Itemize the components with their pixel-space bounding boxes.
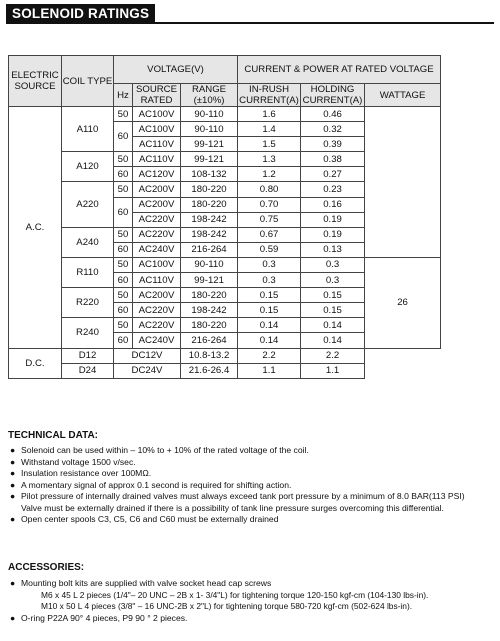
source-ac: A.C. xyxy=(9,107,62,349)
source-rated-cell: AC110V xyxy=(133,152,181,167)
source-rated-cell: AC220V xyxy=(133,227,181,242)
header-voltage: VOLTAGE(V) xyxy=(114,56,238,84)
list-item: ● Withstand voltage 1500 v/sec. xyxy=(10,456,136,467)
source-rated-cell: AC100V xyxy=(133,107,181,122)
bullet-icon: ● xyxy=(10,479,16,490)
page-title: SOLENOID RATINGS xyxy=(6,4,155,22)
range-cell: 99-121 xyxy=(181,137,238,152)
inrush-cell: 0.14 xyxy=(238,318,301,333)
coil-type: A220 xyxy=(62,182,114,227)
holding-cell: 0.19 xyxy=(301,212,365,227)
solenoid-ratings-table xyxy=(8,55,441,379)
hz-cell: 50 xyxy=(114,318,133,333)
coil-type: R220 xyxy=(62,288,114,318)
technical-data-title: TECHNICAL DATA: xyxy=(8,430,98,441)
source-rated-cell: AC110V xyxy=(133,273,181,288)
inrush-cell: 0.3 xyxy=(238,273,301,288)
coil-type: A110 xyxy=(62,107,114,152)
inrush-cell: 0.14 xyxy=(238,333,301,348)
range-cell: 21.6-26.4 xyxy=(181,363,238,378)
coil-type: R240 xyxy=(62,318,114,348)
range-cell: 216-264 xyxy=(181,242,238,257)
hz-cell: 60 xyxy=(114,273,133,288)
holding-cell: 1.1 xyxy=(301,363,365,378)
range-cell: 198-242 xyxy=(181,227,238,242)
bullet-icon: ● xyxy=(10,612,16,623)
range-cell: 216-264 xyxy=(181,333,238,348)
range-cell: 180-220 xyxy=(181,182,238,197)
inrush-cell: 0.70 xyxy=(238,197,301,212)
range-cell: 90-110 xyxy=(181,107,238,122)
bullet-icon: ● xyxy=(10,491,16,501)
source-rated-cell: AC220V xyxy=(133,212,181,227)
list-item: ● Solenoid can be used within – 10% to + 10% of the rated voltage of the coil. xyxy=(10,445,309,455)
range-cell: 90-110 xyxy=(181,257,238,272)
inrush-cell: 0.75 xyxy=(238,212,301,227)
title-underline xyxy=(6,22,494,24)
holding-cell: 2.2 xyxy=(301,348,365,363)
source-rated-cell: AC100V xyxy=(133,122,181,137)
source-rated-cell: AC220V xyxy=(133,303,181,318)
header-current-power: CURRENT & POWER AT RATED VOLTAGE xyxy=(238,56,441,84)
holding-cell: 0.19 xyxy=(301,227,365,242)
inrush-cell: 1.2 xyxy=(238,167,301,182)
range-cell: 108-132 xyxy=(181,167,238,182)
holding-cell: 0.13 xyxy=(301,242,365,257)
header-source-rated: SOURCE RATED xyxy=(133,84,181,107)
list-item: ● Insulation resistance over 100MΩ. xyxy=(10,468,152,478)
list-item: ● Mounting bolt kits are supplied with valve socket head cap screws M6 x 45 L 2 pieces (1/4"– 20 UNC – 2B x 1- 3/4"L) for tightening torque 120-150 kgf-cm (104-130 lbs-in). M10 x 50 L 4 pieces (3/8" – 16 UNC-2B x 2"L) for tightening torque 580-720 kgf-cm (502-624 lbs-in). xyxy=(8,578,498,612)
bullet-icon: ● xyxy=(10,456,16,467)
source-rated-cell: DC12V xyxy=(114,348,181,363)
source-rated-cell: AC200V xyxy=(133,182,181,197)
bullet-icon: ● xyxy=(10,468,16,478)
header-electric-source: ELECTRIC SOURCE xyxy=(9,56,62,107)
holding-cell: 0.15 xyxy=(301,303,365,318)
hz-cell: 60 xyxy=(114,197,133,227)
technical-data-list xyxy=(8,445,498,526)
list-item: ● Pilot pressure of internally drained valves must always exceed tank port pressure by a minimum of 8.0 BAR(113 PSI) Valve must be externally drained if there is a possibility of tank line pressure surges overcoming this differential. xyxy=(10,491,465,513)
holding-cell: 0.23 xyxy=(301,182,365,197)
source-rated-cell: AC240V xyxy=(133,333,181,348)
inrush-cell: 1.5 xyxy=(238,137,301,152)
source-rated-cell: AC120V xyxy=(133,167,181,182)
coil-type: D24 xyxy=(62,363,114,378)
source-rated-cell: AC200V xyxy=(133,197,181,212)
range-cell: 198-242 xyxy=(181,212,238,227)
bolt-spec-m10: M10 x 50 L 4 pieces (3/8" – 16 UNC-2B x 2"L) for tightening torque 580-720 kgf-cm (502-624 lbs-in). xyxy=(41,600,413,611)
bullet-icon: ● xyxy=(10,445,16,455)
coil-type: A120 xyxy=(62,152,114,182)
holding-cell: 0.32 xyxy=(301,122,365,137)
list-item: ● O-ring P22A 90° 4 pieces, P9 90 ° 2 pieces. xyxy=(10,612,188,623)
holding-cell: 0.3 xyxy=(301,257,365,272)
bullet-icon: ● xyxy=(10,514,16,524)
inrush-cell: 0.59 xyxy=(238,242,301,257)
inrush-cell: 0.15 xyxy=(238,288,301,303)
inrush-cell: 0.3 xyxy=(238,257,301,272)
source-rated-cell: AC240V xyxy=(133,242,181,257)
holding-cell: 0.16 xyxy=(301,197,365,212)
list-item: ● Open center spools C3, C5, C6 and C60 must be externally drained xyxy=(10,514,279,524)
inrush-cell: 1.1 xyxy=(238,363,301,378)
holding-cell: 0.3 xyxy=(301,273,365,288)
range-cell: 180-220 xyxy=(181,318,238,333)
range-cell: 10.8-13.2 xyxy=(181,348,238,363)
list-item: ● A momentary signal of approx 0.1 second is required for shifting action. xyxy=(10,479,292,490)
range-cell: 99-121 xyxy=(181,273,238,288)
header-coil-type: COIL TYPE xyxy=(62,56,114,107)
range-cell: 99-121 xyxy=(181,152,238,167)
hz-cell: 60 xyxy=(114,242,133,257)
wattage-cell: 26 xyxy=(365,257,441,348)
hz-cell: 60 xyxy=(114,167,133,182)
header-wattage: WATTAGE xyxy=(365,84,441,107)
source-rated-cell: AC110V xyxy=(133,137,181,152)
coil-type: A240 xyxy=(62,227,114,257)
header-in-rush: IN-RUSH CURRENT(A) xyxy=(239,84,299,106)
hz-cell: 50 xyxy=(114,152,133,167)
source-rated-cell: AC100V xyxy=(133,257,181,272)
hz-cell: 60 xyxy=(114,303,133,318)
range-cell: 180-220 xyxy=(181,288,238,303)
header-holding: HOLDING CURRENT(A) xyxy=(301,84,365,107)
inrush-cell: 1.6 xyxy=(238,107,301,122)
coil-type: D12 xyxy=(62,348,114,363)
range-cell: 198-242 xyxy=(181,303,238,318)
inrush-cell: 0.67 xyxy=(238,227,301,242)
source-dc: D.C. xyxy=(9,348,62,378)
range-cell: 90-110 xyxy=(181,122,238,137)
inrush-cell: 0.80 xyxy=(238,182,301,197)
bolt-spec-m6: M6 x 45 L 2 pieces (1/4"– 20 UNC – 2B x 1- 3/4"L) for tightening torque 120-150 kgf-cm (104-130 lbs-in). xyxy=(41,589,429,600)
holding-cell: 0.27 xyxy=(301,167,365,182)
wattage-empty xyxy=(365,107,441,258)
hz-cell: 50 xyxy=(114,107,133,122)
inrush-cell: 1.4 xyxy=(238,122,301,137)
header-range: RANGE (±10%) xyxy=(181,84,238,107)
hz-cell: 60 xyxy=(114,122,133,152)
hz-cell: 60 xyxy=(114,333,133,348)
accessories-title: ACCESSORIES: xyxy=(8,562,85,573)
header-hz: Hz xyxy=(114,84,133,107)
source-rated-cell: DC24V xyxy=(114,363,181,378)
hz-cell: 50 xyxy=(114,182,133,197)
hz-cell: 50 xyxy=(114,227,133,242)
range-cell: 180-220 xyxy=(181,197,238,212)
inrush-cell: 1.3 xyxy=(238,152,301,167)
holding-cell: 0.38 xyxy=(301,152,365,167)
inrush-cell: 2.2 xyxy=(238,348,301,363)
holding-cell: 0.39 xyxy=(301,137,365,152)
holding-cell: 0.15 xyxy=(301,288,365,303)
accessories-list xyxy=(8,578,498,625)
inrush-cell: 0.15 xyxy=(238,303,301,318)
hz-cell: 50 xyxy=(114,288,133,303)
hz-cell: 50 xyxy=(114,257,133,272)
holding-cell: 0.46 xyxy=(301,107,365,122)
source-rated-cell: AC220V xyxy=(133,318,181,333)
holding-cell: 0.14 xyxy=(301,333,365,348)
holding-cell: 0.14 xyxy=(301,318,365,333)
source-rated-cell: AC200V xyxy=(133,288,181,303)
bullet-icon: ● xyxy=(10,578,16,588)
coil-type: R110 xyxy=(62,257,114,287)
